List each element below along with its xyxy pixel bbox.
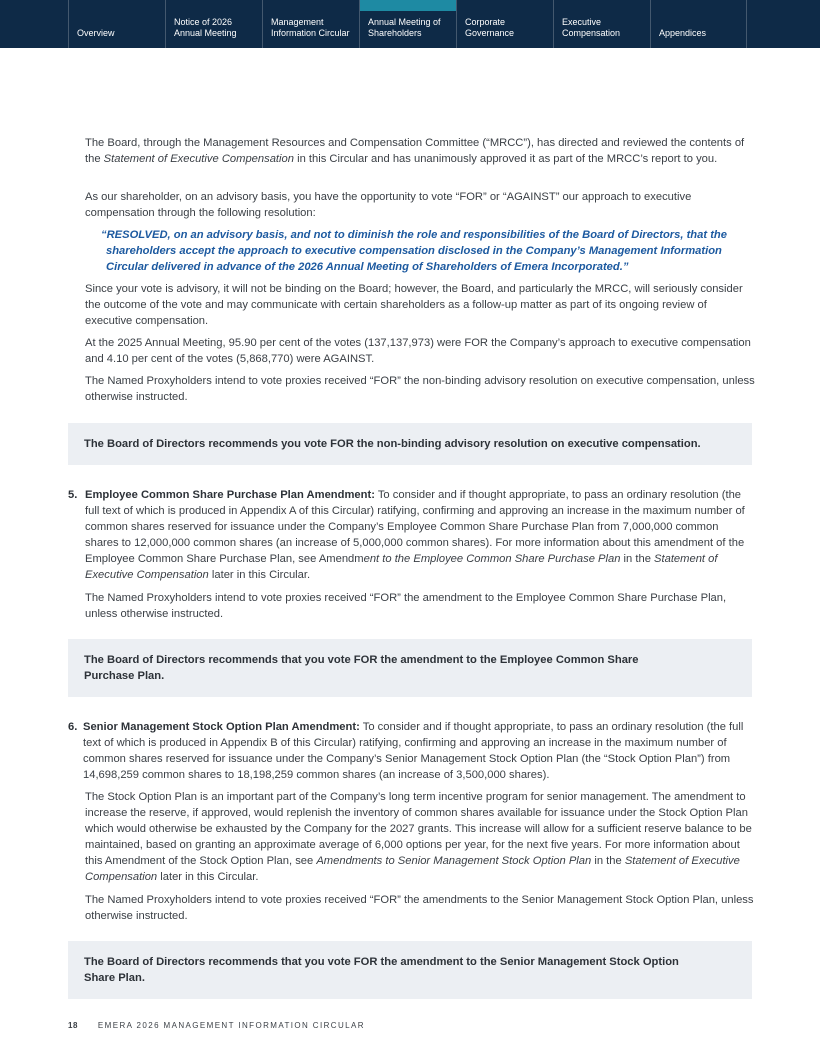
page-number: 18	[68, 1021, 78, 1030]
tab-annual-meeting-of-shareholders[interactable]	[359, 0, 456, 48]
recommendation-callout-advisory	[68, 423, 752, 465]
tab-label: Annual Meeting of Shareholders	[368, 17, 441, 38]
item-number: 5.	[68, 489, 78, 501]
tab-label: Management Information Circular	[271, 17, 350, 38]
paragraph-mrcc-review: The Board, through the Management Resources and Compensation Committee (“MRCC”), has directed and reviewed the contents of the Statement of Executive Compensation in this Circular and has unanimously approved it as part of the MRCC’s report to you.	[85, 137, 745, 165]
callout-text: The Board of Directors recommends that you vote FOR the amendment to the Senior Management Stock Option Share Plan.	[84, 956, 679, 984]
paragraph-advisory-vote: As our shareholder, on an advisory basis, you have the opportunity to vote “FOR” or “AGAINST” our approach to executive compensation through the following resolution:	[85, 191, 692, 219]
paragraph-2025-results: At the 2025 Annual Meeting, 95.90 per cent of the votes (137,137,973) were FOR the Company’s approach to executive compensation and 4.10 per cent of the votes (5,868,770) were AGAINST.	[85, 337, 751, 365]
tab-executive-compensation[interactable]	[553, 0, 650, 48]
tab-appendices[interactable]	[650, 0, 747, 48]
footer-title: EMERA 2026 MANAGEMENT INFORMATION CIRCULAR	[97, 1021, 365, 1030]
tab-label: Notice of 2026 Annual Meeting	[174, 17, 237, 38]
tab-management-information-circular[interactable]	[262, 0, 359, 48]
callout-text: The Board of Directors recommends you vote FOR the non-binding advisory resolution on executive compensation.	[84, 438, 701, 450]
tab-label: Overview	[77, 28, 115, 38]
item-number: 6.	[68, 721, 78, 733]
tab-label: Executive Compensation	[562, 17, 621, 38]
tab-notice-of-annual-meeting[interactable]	[165, 0, 262, 48]
resolution-text: “RESOLVED, on an advisory basis, and not to diminish the role and responsibilities of the Board of Directors, that the shareholders accept the approach to executive compensation disclosed in the Company’s Management Information Circular delivered in advance of the 2026 Annual Meeting of Shareholders of Emera Incorporated.”	[101, 229, 727, 273]
page-footer	[68, 1021, 365, 1030]
paragraph-proxyholders-advisory: The Named Proxyholders intend to vote proxies received “FOR” the non-binding advisory resolution on executive compensation, unless otherwise instructed.	[85, 375, 755, 403]
paragraph-stock-option-explanation: The Stock Option Plan is an important part of the Company’s long term incentive program for senior management. The amendment to increase the reserve, if approved, would replenish the inventory of common shares available for issuance under the Stock Option Plan which would otherwise be exhausted by the Company for the 2027 grants. This increase will allow for a sufficient reserve balance to be maintained, based on granting an approximate average of 6,000 options per year, for the next five years. For more information about this Amendment of the Stock Option Plan, see Amendments to Senior Management Stock Option Plan in the Statement of Executive Compensation later in this Circular.	[85, 791, 752, 883]
tab-label: Corporate Governance	[465, 17, 515, 38]
callout-text: The Board of Directors recommends that you vote FOR the amendment to the Employee Common Share Purchase Plan.	[84, 654, 639, 682]
recommendation-callout-espp	[68, 639, 752, 697]
paragraph-proxyholders-espp: The Named Proxyholders intend to vote proxies received “FOR” the amendment to the Employee Common Share Purchase Plan, unless otherwise instructed.	[85, 592, 727, 620]
item-stock-option-plan: Senior Management Stock Option Plan Amendment: To consider and if thought appropriate, to pass an ordinary resolution (the full text of which is produced in Appendix B of this Circular) ratifying, confirming and approving an increase in the maximum number of common shares reserved for issuance under the Company’s Senior Management Stock Option Plan (the “Stock Option Plan”) from 14,698,259 common shares to 18,198,259 common shares (an increase of 3,500,000 shares).	[83, 721, 744, 781]
paragraph-proxyholders-stock-option: The Named Proxyholders intend to vote proxies received “FOR” the amendments to the Senior Management Stock Option Plan, unless otherwise instructed.	[85, 894, 754, 922]
tab-label: Appendices	[659, 28, 707, 38]
recommendation-callout-stock-option	[68, 941, 752, 999]
top-navigation	[0, 0, 820, 48]
tab-corporate-governance[interactable]	[456, 0, 553, 48]
item-employee-share-purchase-plan: Employee Common Share Purchase Plan Amendment: To consider and if thought appropriate, to pass an ordinary resolution (the full text of which is produced in Appendix A of this Circular) ratifying, confirming and approving an increase in the maximum number of common shares reserved for issuance under the Company’s Employee Common Share Purchase Plan from 7,000,000 common shares to 12,000,000 common shares (an increase of 5,000,000 common shares). For more information about this amendment of the Employee Common Share Purchase Plan, see Amendment to the Employee Common Share Purchase Plan in the Statement of Executive Compensation later in this Circular.	[85, 489, 745, 581]
tab-overview[interactable]	[68, 0, 165, 48]
paragraph-advisory-binding: Since your vote is advisory, it will not be binding on the Board; however, the Board, and particularly the MRCC, will seriously consider the outcome of the vote and may communicate with certain shareholders as a follow-up matter as part of its ongoing review of executive compensation.	[85, 283, 743, 327]
